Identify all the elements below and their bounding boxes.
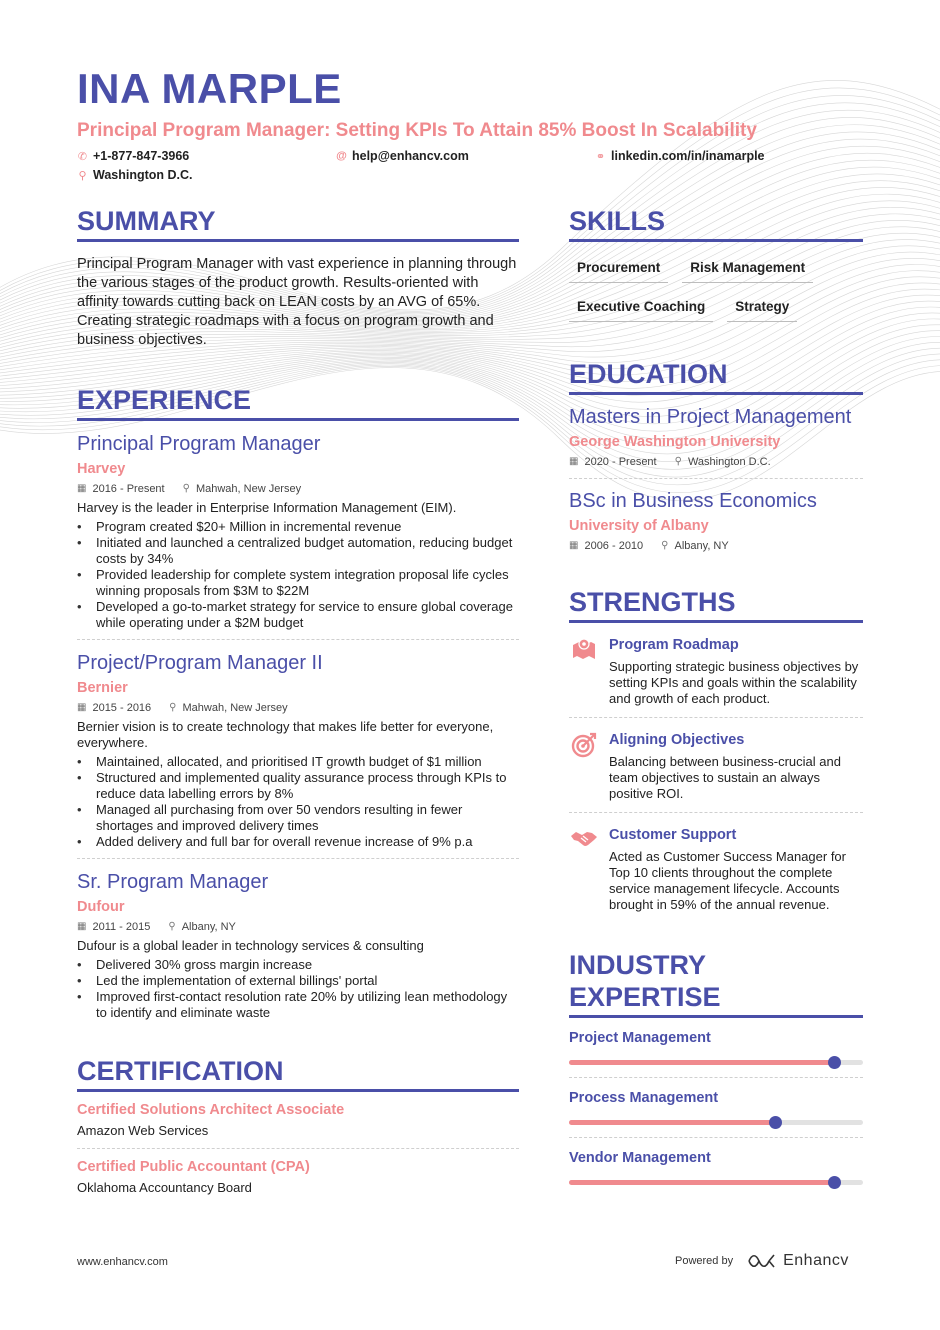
link-icon: ⚭ — [595, 150, 606, 163]
strength-title: Program Roadmap — [609, 637, 739, 653]
contact-phone[interactable] — [77, 149, 189, 163]
location-pin-icon: ⚲ — [168, 921, 176, 932]
job-bullets — [77, 754, 519, 850]
calendar-icon: ▦ — [77, 483, 87, 494]
summary-heading: SUMMARY — [77, 205, 519, 242]
job-meta — [77, 919, 519, 935]
contact-email[interactable] — [336, 149, 469, 163]
education-location: Washington D.C. — [687, 456, 771, 468]
expertise-heading-line2: EXPERTISE — [569, 982, 721, 1012]
education-meta — [569, 538, 863, 554]
contact-linkedin[interactable] — [595, 149, 765, 163]
at-icon: @ — [336, 150, 347, 162]
enhancv-logo-icon — [747, 1253, 777, 1269]
location-pin-icon: ⚲ — [661, 540, 669, 551]
expertise-name: Project Management — [569, 1030, 711, 1046]
education-meta — [569, 454, 863, 470]
certification-name: Certified Solutions Architect Associate — [77, 1102, 345, 1118]
skill-tag: Strategy — [727, 297, 797, 322]
job-meta — [77, 700, 519, 716]
certification-org: Oklahoma Accountancy Board — [77, 1180, 252, 1195]
expertise-name: Process Management — [569, 1090, 719, 1106]
expertise-bar-fill — [569, 1180, 834, 1185]
job-bullet: • Program created $20+ Million in incremental revenue — [77, 519, 519, 535]
skills-heading: SKILLS — [569, 205, 863, 242]
map-roadmap-icon — [569, 635, 599, 707]
education-dates: 2020 - Present — [584, 456, 657, 468]
skill-tag: Risk Management — [682, 258, 813, 283]
strength-entry — [569, 623, 863, 718]
job-bullet: • Initiated and launched a centralized budget automation, reducing budget costs by 34% — [77, 535, 519, 567]
enhancv-logo[interactable] — [747, 1252, 849, 1270]
powered-by-label: Powered by — [675, 1255, 734, 1267]
strength-title: Aligning Objectives — [609, 732, 745, 748]
strength-title: Customer Support — [609, 827, 737, 843]
job-bullet: • Improved first-contact resolution rate 20% by utilizing lean methodology to identify and eliminate waste — [77, 989, 519, 1021]
job-location: Mahwah, New Jersey — [195, 483, 302, 495]
job-company: Bernier — [77, 680, 128, 696]
strengths-heading: STRENGTHS — [569, 586, 863, 623]
job-title: Principal Program Manager — [77, 433, 321, 455]
expertise-bar-knob — [828, 1176, 841, 1189]
job-bullet: • Structured and implemented quality assurance process through KPIs to reduce data labelling errors by 8% — [77, 770, 519, 802]
job-description: Harvey is the leader in Enterprise Information Management (EIM). — [77, 500, 457, 515]
strength-description: Acted as Customer Success Manager for Top 10 clients throughout the complete service management lifecycle. Accounts brought in 59% of the annual revenue. — [609, 849, 846, 912]
expertise-bar-knob — [828, 1056, 841, 1069]
job-bullet: • Delivered 30% gross margin increase — [77, 957, 519, 973]
job-company: Dufour — [77, 899, 125, 915]
job-bullet: • Managed all purchasing from over 50 vendors resulting in fewer shortages and improved delivery times — [77, 802, 519, 834]
target-icon — [569, 730, 599, 802]
handshake-icon — [569, 825, 599, 913]
strength-entry — [569, 718, 863, 813]
location-pin-icon: ⚲ — [674, 456, 682, 467]
job-location: Mahwah, New Jersey — [182, 702, 288, 714]
job-title: Sr. Program Manager — [77, 871, 269, 893]
job-dates: 2011 - 2015 — [92, 921, 151, 933]
job-company: Harvey — [77, 461, 126, 477]
job-bullets — [77, 519, 519, 631]
footer-url[interactable]: www.enhancv.com — [77, 1256, 168, 1268]
job-entry — [77, 640, 519, 859]
right-column — [569, 205, 863, 1197]
expertise-bar-track — [569, 1120, 863, 1125]
job-bullet: • Added delivery and full bar for overall revenue increase of 9% p.a — [77, 834, 519, 850]
calendar-icon: ▦ — [77, 702, 87, 713]
skill-tag: Executive Coaching — [569, 297, 713, 322]
job-bullet: • Led the implementation of external billings' portal — [77, 973, 519, 989]
summary-text: Principal Program Manager with vast experience in planning through the various stages of the product growth. Results-oriented with affinity towards cutting back on LEAN costs by an AVG of 65%. Creating strategic roadmaps with a focus on program growth and business objectives. — [77, 256, 517, 348]
resume-header — [77, 66, 877, 186]
certification-name: Certified Public Accountant (CPA) — [77, 1159, 310, 1175]
certification-org: Amazon Web Services — [77, 1123, 209, 1138]
certification-entry — [77, 1149, 519, 1205]
job-description: Bernier vision is to create technology that makes life better for everyone, everywhere. — [77, 719, 494, 750]
expertise-heading — [569, 949, 863, 1018]
location-text: Washington D.C. — [93, 168, 193, 182]
expertise-bar-fill — [569, 1120, 775, 1125]
contact-location — [77, 168, 193, 182]
calendar-icon: ▦ — [569, 540, 579, 551]
skill-tag: Procurement — [569, 258, 668, 283]
calendar-icon: ▦ — [77, 921, 87, 932]
strength-description: Supporting strategic business objectives by setting KPIs and goals within the scalability and growth of each product. — [609, 659, 859, 706]
experience-heading: EXPERIENCE — [77, 384, 519, 421]
job-bullets — [77, 957, 519, 1021]
expertise-entry — [569, 1138, 863, 1197]
expertise-bar-knob — [769, 1116, 782, 1129]
linkedin-text: linkedin.com/in/inamarple — [611, 149, 765, 163]
strength-description: Balancing between business-crucial and team objectives to sustain an always positive ROI. — [609, 754, 841, 801]
certification-entry — [77, 1092, 519, 1149]
location-pin-icon: ⚲ — [182, 483, 190, 494]
job-description: Dufour is a global leader in technology services & consulting — [77, 938, 424, 953]
job-dates: 2016 - Present — [92, 483, 165, 495]
left-column — [77, 205, 519, 1205]
enhancv-logo-text: Enhancv — [783, 1252, 849, 1269]
email-text: help@enhancv.com — [352, 149, 469, 163]
candidate-name: INA MARPLE — [77, 65, 342, 112]
job-bullet: • Developed a go-to-market strategy for service to ensure global coverage while operating under a $2M budget — [77, 599, 519, 631]
education-entry — [569, 479, 863, 562]
job-meta — [77, 481, 519, 497]
location-pin-icon: ⚲ — [78, 169, 87, 182]
job-dates: 2015 - 2016 — [92, 702, 152, 714]
education-heading: EDUCATION — [569, 358, 863, 395]
phone-icon: ✆ — [77, 150, 88, 163]
expertise-entry — [569, 1078, 863, 1138]
education-school: George Washington University — [569, 434, 781, 450]
job-entry — [77, 421, 519, 640]
strength-entry — [569, 813, 863, 923]
location-pin-icon: ⚲ — [169, 702, 177, 713]
footer-branding — [675, 1252, 849, 1270]
phone-text: +1-877-847-3966 — [93, 149, 190, 163]
contact-info — [77, 146, 877, 186]
job-title: Project/Program Manager II — [77, 652, 323, 674]
education-degree: BSc in Business Economics — [569, 490, 817, 512]
certification-heading: CERTIFICATION — [77, 1055, 519, 1092]
education-location: Albany, NY — [674, 540, 729, 552]
education-dates: 2006 - 2010 — [584, 540, 644, 552]
education-degree: Masters in Project Management — [569, 406, 852, 428]
job-bullet: • Maintained, allocated, and prioritised IT growth budget of $1 million — [77, 754, 519, 770]
candidate-headline: Principal Program Manager: Setting KPIs To Attain 85% Boost In Scalability — [77, 120, 757, 141]
education-entry — [569, 395, 863, 479]
job-entry — [77, 859, 519, 1029]
expertise-bar-track — [569, 1180, 863, 1185]
expertise-bar-track — [569, 1060, 863, 1065]
job-bullet: • Provided leadership for complete system integration proposal life cycles winning proposals from $3M to $22M — [77, 567, 519, 599]
calendar-icon: ▦ — [569, 456, 579, 467]
expertise-heading-line1: INDUSTRY — [569, 950, 707, 980]
skills-list — [569, 258, 863, 322]
job-location: Albany, NY — [181, 921, 236, 933]
education-school: University of Albany — [569, 518, 709, 534]
expertise-bar-fill — [569, 1060, 834, 1065]
expertise-name: Vendor Management — [569, 1150, 711, 1166]
expertise-entry — [569, 1018, 863, 1078]
